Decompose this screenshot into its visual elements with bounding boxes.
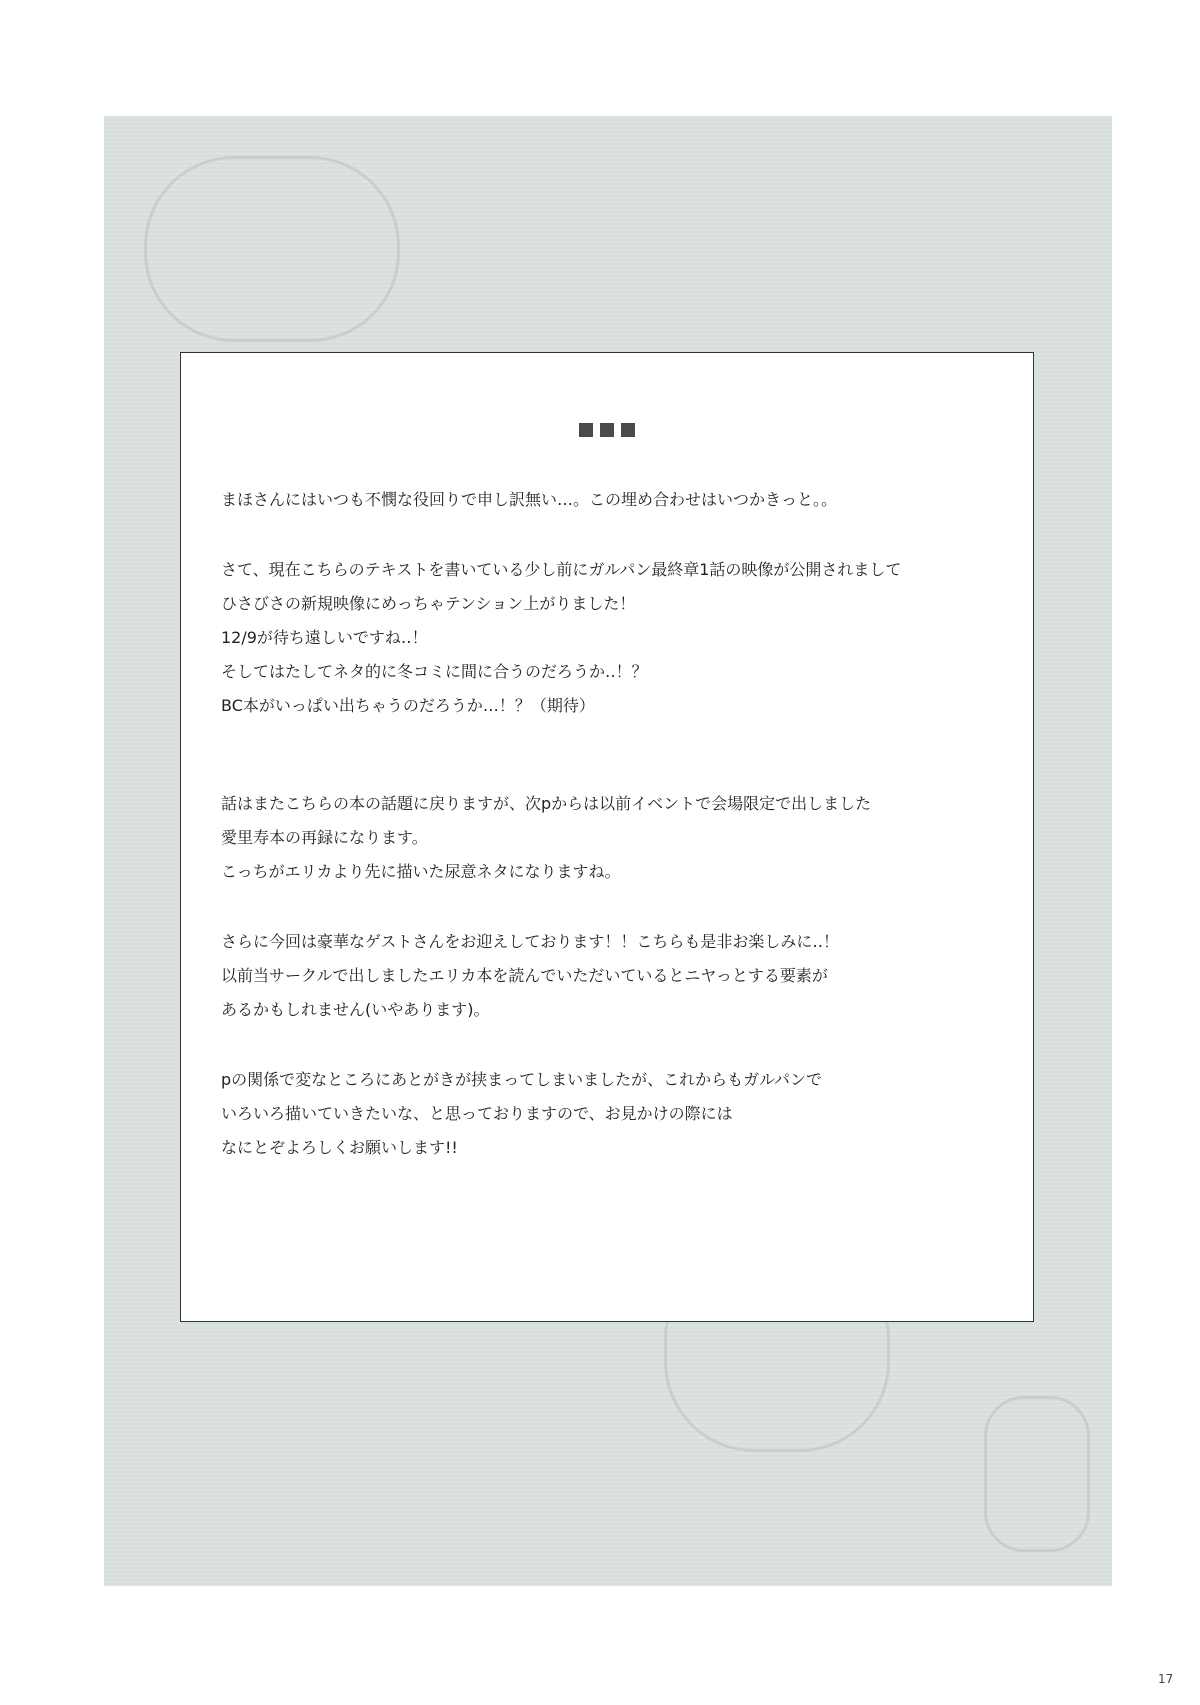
text-line: そしてはたしてネタ的に冬コミに間に合うのだろうか‥！？ bbox=[221, 662, 648, 681]
faded-illustration bbox=[984, 1396, 1090, 1552]
paragraph-3 bbox=[221, 787, 1013, 889]
text-line: いろいろ描いていきたいな、と思っておりますので、お見かけの際には bbox=[221, 1104, 733, 1123]
square-icon bbox=[600, 423, 614, 437]
text-line: 話はまたこちらの本の話題に戻りますが、次pからは以前イベントで会場限定で出しました bbox=[221, 794, 872, 813]
text-line: さて、現在こちらのテキストを書いている少し前にガルパン最終章1話の映像が公開されまして bbox=[221, 560, 902, 579]
paragraph-5 bbox=[221, 1063, 1013, 1165]
text-line: まほさんにはいつも不憫な役回りで申し訳無い…。この埋め合わせはいつかきっと。。 bbox=[221, 490, 838, 509]
text-line: あるかもしれません(いやあります)。 bbox=[221, 1000, 490, 1019]
text-line: さらに今回は豪華なゲストさんをお迎えしております！！こちらも是非お楽しみに‥！ bbox=[221, 932, 840, 951]
afterword-text bbox=[221, 483, 1013, 1201]
text-line: こっちがエリカより先に描いた尿意ネタになりますね。 bbox=[221, 862, 621, 881]
afterword-box bbox=[180, 352, 1034, 1322]
text-line: なにとぞよろしくお願いします!! bbox=[221, 1138, 458, 1157]
paragraph-4 bbox=[221, 925, 1013, 1027]
square-icon bbox=[579, 423, 593, 437]
text-line: 以前当サークルで出しましたエリカ本を読んでいただいているとニヤっとする要素が bbox=[221, 966, 828, 985]
ornament-squares bbox=[181, 423, 1033, 437]
paragraph-1 bbox=[221, 483, 1013, 517]
faded-illustration bbox=[144, 156, 400, 342]
text-line: BC本がいっぱい出ちゃうのだろうか…！？（期待） bbox=[221, 696, 595, 715]
text-line: ひさびさの新規映像にめっちゃテンション上がりました！ bbox=[221, 594, 636, 613]
text-line: 12/9が待ち遠しいですね‥！ bbox=[221, 628, 428, 647]
paragraph-2 bbox=[221, 553, 1013, 723]
page-number: 17 bbox=[1158, 1672, 1174, 1686]
text-line: pの関係で変なところにあとがきが挟まってしまいましたが、これからもガルパンで bbox=[221, 1070, 823, 1089]
square-icon bbox=[621, 423, 635, 437]
text-line: 愛里寿本の再録になります。 bbox=[221, 828, 428, 847]
